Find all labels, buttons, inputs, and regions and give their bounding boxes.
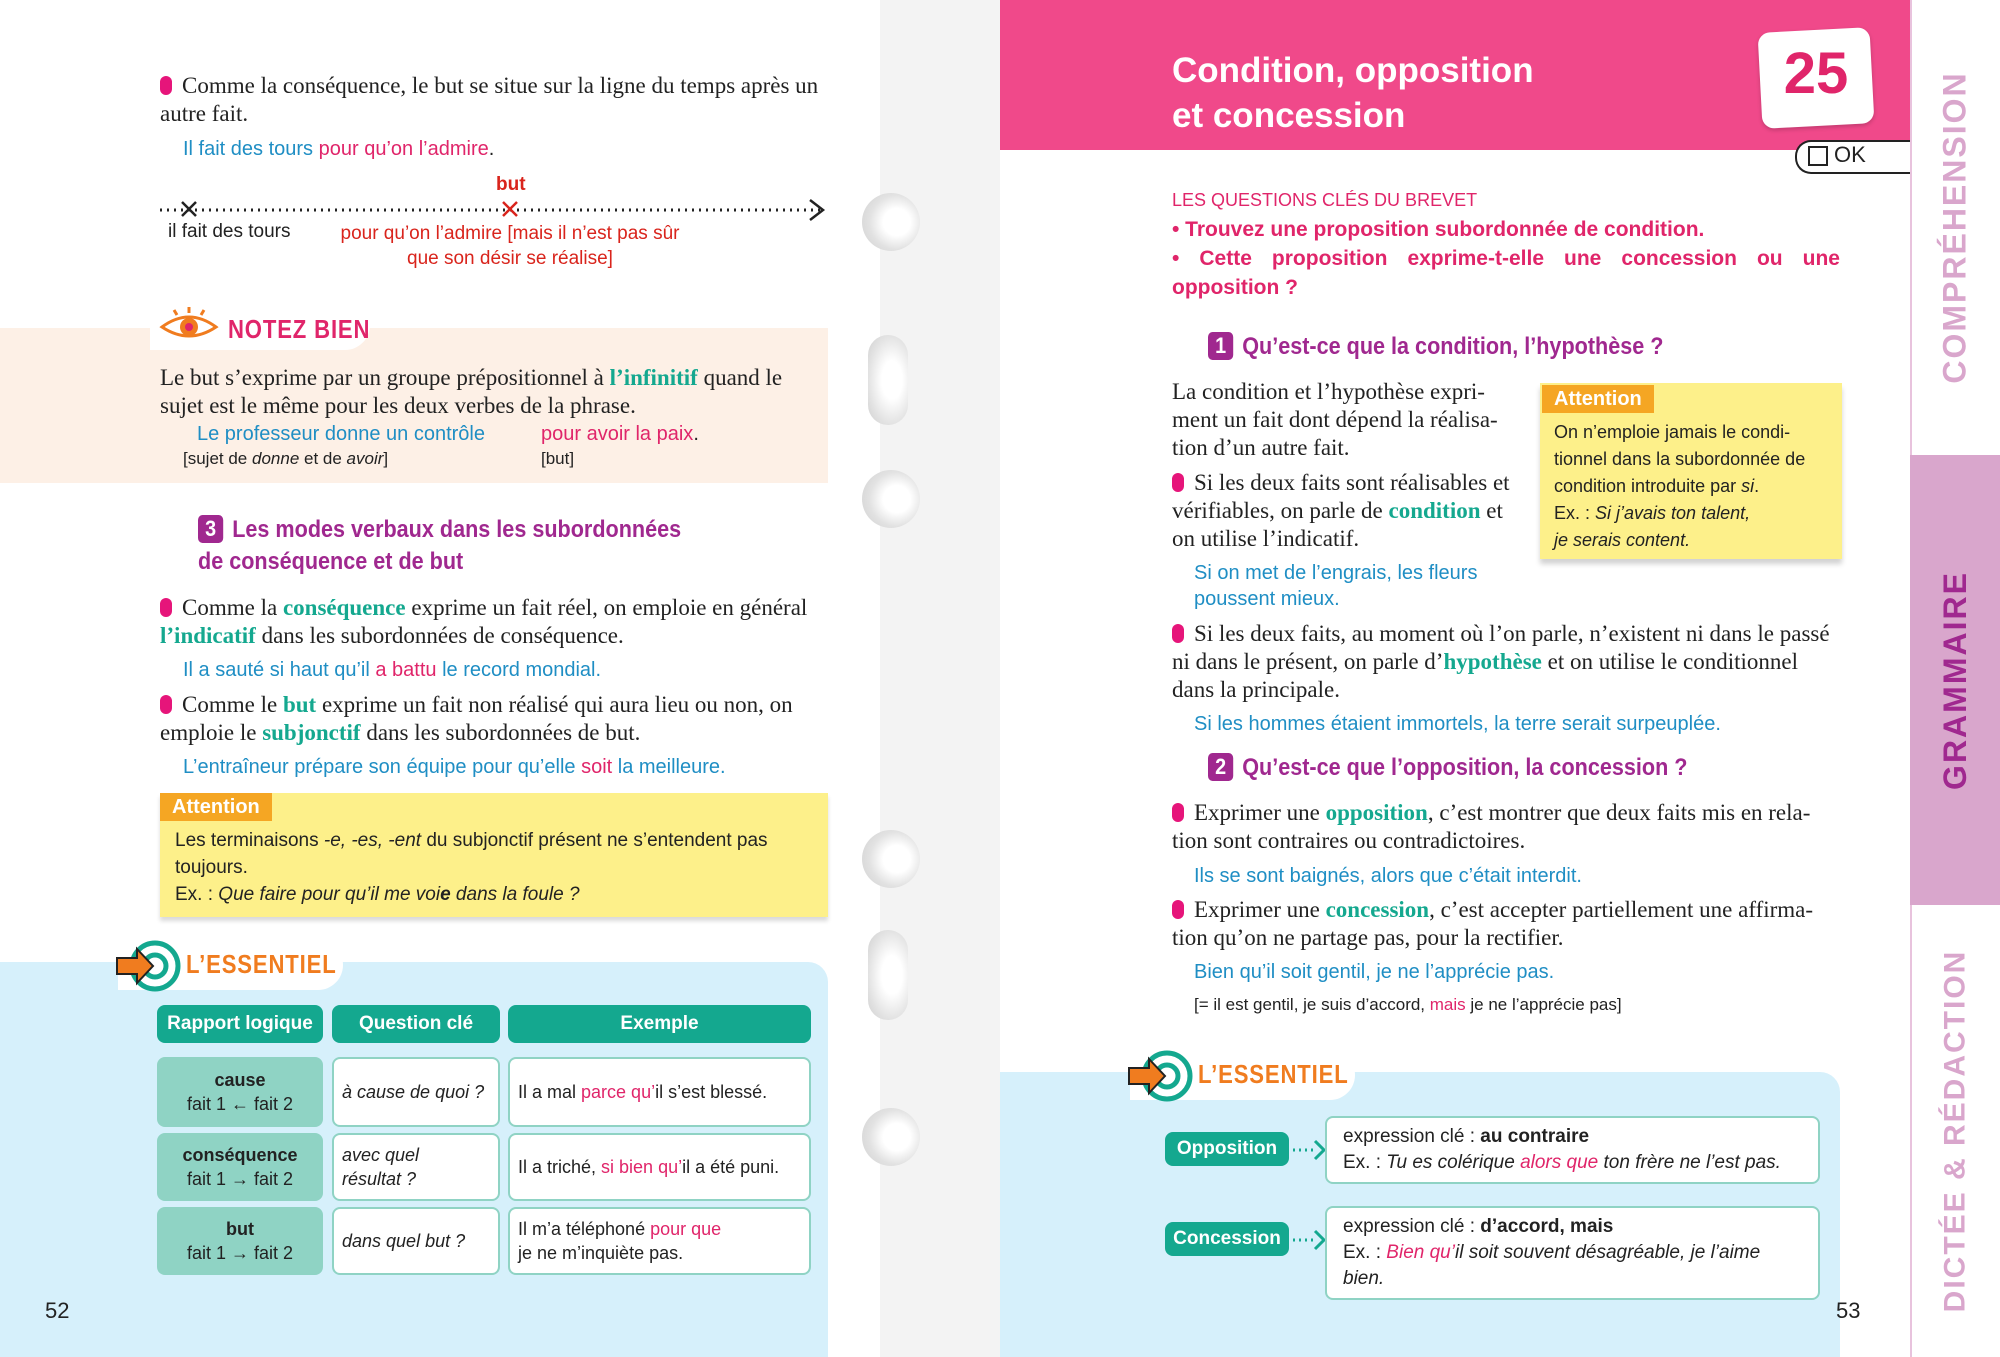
- notez-bien-text: Le but s’exprime par un groupe prépositionnel à l’infinitif quand le sujet est le même pour les deux verbes de la phrase.: [160, 365, 783, 418]
- timeline-left-label: il fait des tours: [168, 221, 291, 242]
- attention-text-right: On n’emploie jamais le condi- tionnel dans la subordonnée de condition introduite par si. Ex. : Si j’avais ton talent, je serais content.: [1554, 422, 1806, 550]
- notez-bien-title: NOTEZ BIEN: [228, 314, 371, 344]
- paragraph-opposition: Exprimer une opposition, c’est montrer que deux faits mis en rela- tion sont contraires ou contradictoires.: [1172, 800, 1811, 853]
- table-cell-question: avec quel résultat ?: [332, 1133, 500, 1201]
- tab-dictee-redaction[interactable]: DICTÉE & RÉDACTION: [1938, 949, 1971, 1313]
- notez-bien-note-b: [but]: [541, 449, 575, 468]
- paragraph-condition: La condition et l’hypothèse expri- ment un fait dont dépend la réalisa- tion d’un autre fait.: [1172, 379, 1498, 460]
- questions-title: LES QUESTIONS CLÉS DU BREVET: [1172, 190, 1478, 210]
- example-record: Il a sauté si haut qu’il a battu le record mondial.: [183, 659, 602, 681]
- page-number-left: 52: [45, 1298, 70, 1323]
- table-cell-example: Il a mal parce qu’il s’est blessé.: [508, 1057, 811, 1127]
- bullet-icon: [160, 695, 172, 714]
- timeline-but-label: but: [496, 174, 526, 195]
- example-entraineur: L’entraîneur prépare son équipe pour qu’elle soit la meilleure.: [183, 756, 726, 778]
- attention-tag: Attention: [1542, 385, 1654, 413]
- paragraph-consequence: Comme la conséquence exprime un fait réel, on emploie en général l’indicatif dans les subordonnées de conséquence.: [160, 595, 808, 648]
- bullet-icon: [160, 598, 172, 617]
- tab-grammaire[interactable]: GRAMMAIRE: [1910, 455, 2000, 905]
- left-page: [0, 0, 880, 1357]
- table-header-question: Question clé: [332, 1005, 500, 1043]
- ok-label: OK: [1834, 142, 1866, 167]
- intro-paragraph: Comme la conséquence, le but se situe sur la ligne du temps après un autre fait.: [160, 73, 819, 126]
- section-2-heading: 2 Qu’est-ce que l’opposition, la concession ?: [1208, 752, 1838, 784]
- table-header-exemple: Exemple: [508, 1005, 811, 1043]
- dotted-arrow-icon: [1291, 1137, 1327, 1163]
- essentiel-title: L’ESSENTIEL: [186, 949, 337, 979]
- ok-checkbox[interactable]: [1808, 146, 1828, 166]
- attention-text: Les terminaisons -e, -es, -ent du subjonctif présent ne s’entendent pas toujours. Ex. : Que faire pour qu’il me voie dans la foule ?: [175, 830, 768, 905]
- dotted-arrow-icon: [1291, 1227, 1327, 1253]
- example-admire: Il fait des tours pour qu’on l’admire.: [183, 138, 495, 160]
- example-gentil-note: [= il est gentil, je suis d’accord, mais je ne l’apprécie pas]: [1194, 995, 1622, 1014]
- example-engrais: Si on met de l’engrais, les fleurs poussent mieux.: [1194, 562, 1478, 610]
- binder-hole: [862, 470, 920, 528]
- notez-bien-example-b: pour avoir la paix.: [541, 423, 699, 445]
- paragraph-but: Comme le but exprime un fait non réalisé qui aura lieu ou non, on emploie le subjonctif dans les subordonnées de but.: [160, 692, 793, 745]
- paragraph-hypothese: Si les deux faits, au moment où l’on parle, n’existent ni dans le passé ni dans le présent, on parle d’hypothèse et on utilise le conditionnel dans la principale.: [1172, 621, 1830, 702]
- right-page: [1000, 0, 2000, 1357]
- table-cell-example: Il m’a téléphoné pour que je ne m’inquiète pas.: [508, 1207, 811, 1275]
- notez-bien-example-a: Le professeur donne un contrôle: [197, 423, 485, 445]
- table-row: but fait 1 → fait 2: [157, 1207, 323, 1275]
- questions-list: • Trouvez une proposition subordonnée de condition. • Cette proposition exprime-t-elle une concession ou une opposition ?: [1172, 218, 1840, 299]
- opposition-pill: Opposition: [1165, 1132, 1289, 1166]
- bullet-icon: [1172, 624, 1184, 643]
- target-icon: [115, 940, 183, 992]
- opposition-box: expression clé : au contraire Ex. : Tu es colérique alors que ton frère ne l’est pas.: [1325, 1116, 1820, 1184]
- table-cell-example: Il a triché, si bien qu’il a été puni.: [508, 1133, 811, 1201]
- example-gentil: Bien qu’il soit gentil, je ne l’apprécie pas.: [1194, 961, 1555, 983]
- binder-hole: [862, 830, 920, 888]
- paragraph-realisables: Si les deux faits sont réalisables et vérifiables, on parle de condition et on utilise l’indicatif.: [1172, 470, 1510, 551]
- timeline-right-label: pour qu’on l’admire [mais il n’est pas sûr que son désir se réalise]: [340, 223, 680, 269]
- attention-tag: Attention: [160, 793, 272, 821]
- binder-hole: [862, 1108, 920, 1166]
- example-immortels: Si les hommes étaient immortels, la terre serait surpeuplée.: [1194, 713, 1721, 735]
- binder-hole: [862, 193, 920, 251]
- binder-slot: [868, 335, 908, 425]
- tab-comprehension[interactable]: COMPRÉHENSION: [1936, 71, 1973, 384]
- concession-pill: Concession: [1165, 1222, 1289, 1256]
- table-row: cause fait 1 ← fait 2: [157, 1057, 323, 1127]
- paragraph-concession: Exprimer une concession, c’est accepter partiellement une affirma- tion qu’on ne partage pas, pour la rectifier.: [1172, 897, 1814, 950]
- bullet-icon: [1172, 473, 1184, 492]
- notez-bien-note-a: [sujet de donne et de avoir]: [183, 449, 389, 468]
- section-1-heading: 1 Qu’est-ce que la condition, l’hypothèse ?: [1208, 331, 1838, 363]
- table-header-rapport: Rapport logique: [157, 1005, 323, 1043]
- eye-icon: [158, 305, 220, 345]
- section-3-heading: 3 Les modes verbaux dans les subordonnées de conséquence et de but: [198, 516, 682, 575]
- bullet-icon: [160, 76, 172, 95]
- bullet-icon: [1172, 803, 1184, 822]
- chapter-number: 25: [1783, 41, 1849, 106]
- page-number-right: 53: [1836, 1298, 1861, 1323]
- concession-box: expression clé : d’accord, mais Ex. : Bien qu’il soit souvent désagréable, je l’aime bien.: [1325, 1206, 1820, 1300]
- example-baignes: Ils se sont baignés, alors que c’était interdit.: [1194, 865, 1582, 887]
- chapter-title: Condition, opposition et concession: [1172, 51, 1534, 135]
- binder-slot: [868, 930, 908, 1020]
- essentiel-title-right: L’ESSENTIEL: [1198, 1059, 1349, 1089]
- section-number: 3: [198, 515, 223, 543]
- table-cell-question: dans quel but ?: [332, 1207, 500, 1275]
- target-icon: [1127, 1050, 1195, 1102]
- table-row: conséquence fait 1 → fait 2: [157, 1133, 323, 1201]
- table-cell-question: à cause de quoi ?: [332, 1057, 500, 1127]
- bullet-icon: [1172, 900, 1184, 919]
